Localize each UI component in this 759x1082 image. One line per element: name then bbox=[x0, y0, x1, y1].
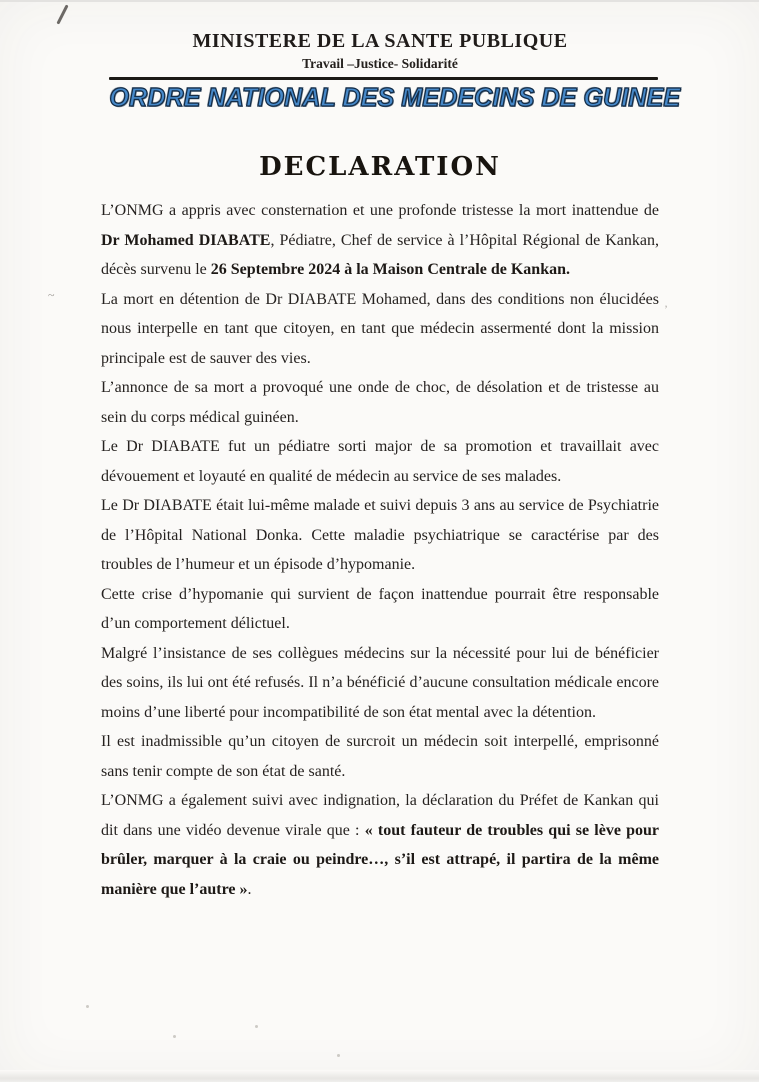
text-segment: Malgré l’insistance de ses collègues médecins sur la nécessité pour lui de bénéficier des soins, ils lui ont été refusés. Il n’a bénéficié d’aucune consultation médicale encore moins d’une liberté pour incompatibilité de son état mental avec la détention. bbox=[101, 644, 659, 721]
paragraph bbox=[101, 491, 659, 580]
text-segment: Il est inadmissible qu’un citoyen de surcroit un médecin soit interpellé, emprisonné sans tenir compte de son état de santé. bbox=[101, 733, 659, 780]
text-segment: Cette crise d’hypomanie qui survient de façon inattendue pourrait être responsable d’un comportement délictuel. bbox=[101, 585, 659, 632]
paragraph bbox=[101, 196, 659, 285]
header-rule bbox=[109, 77, 658, 80]
text-segment: L’ONMG a appris avec consternation et une profonde tristesse la mort inattendue de bbox=[101, 202, 659, 219]
ministry-title: MINISTERE DE LA SANTE PUBLIQUE bbox=[192, 30, 568, 52]
bold-text-segment: « tout fauteur de troubles qui se lève pour brûler, marquer à la craie ou peindre…, s’il est attrapé, il partira de la même manière que l’autre » bbox=[101, 821, 660, 898]
scan-artifact-diagonal-mark bbox=[56, 4, 68, 24]
text-segment: La mort en détention de Dr DIABATE Mohamed, dans des conditions non élucidées nous interpelle en tant que citoyen, en tant que médecin assermenté dont la mission principale est de sauver des vies. bbox=[101, 290, 659, 367]
paragraph bbox=[101, 285, 659, 374]
paragraph bbox=[101, 432, 659, 491]
text-segment: L’annonce de sa mort a provoqué une onde de choc, de désolation et de tristesse au sein du corps médical guinéen. bbox=[101, 379, 659, 426]
document-content bbox=[101, 2, 681, 904]
scan-artifact-dot bbox=[255, 1025, 258, 1028]
text-segment: Le Dr DIABATE fut un pédiatre sorti major de sa promotion et travaillait avec dévouement et loyauté en qualité de médecin au service de ses malades. bbox=[101, 438, 659, 485]
bold-text-segment: Dr Mohamed DIABATE bbox=[101, 231, 271, 249]
paragraph bbox=[101, 727, 659, 786]
bold-text-segment: 26 Septembre 2024 à la Maison Centrale de Kankan. bbox=[210, 261, 570, 278]
scan-artifact-squiggle: ~ bbox=[48, 288, 55, 302]
text-segment: L’ONMG a également suivi avec indignation, la déclaration du Préfet de Kankan qui dit dans une vidéo devenue virale que : bbox=[101, 792, 659, 839]
paragraph bbox=[101, 580, 659, 639]
scan-artifact-dot bbox=[337, 1054, 340, 1057]
paragraph bbox=[101, 639, 659, 728]
paragraph bbox=[101, 373, 659, 432]
text-segment: . bbox=[247, 880, 252, 898]
text-segment: , Pédiatre, Chef de service à l’Hôpital Régional de Kankan, décès survenu le bbox=[101, 231, 660, 278]
document-title: DECLARATION bbox=[259, 152, 501, 182]
scan-artifact-dot bbox=[173, 1035, 176, 1038]
order-banner-title: ORDRE NATIONAL DES MEDECINS DE GUINEE bbox=[109, 82, 681, 112]
document-body bbox=[101, 196, 659, 904]
page-bottom-edge bbox=[0, 1070, 759, 1082]
ministry-motto: Travail –Justice- Solidarité bbox=[302, 56, 458, 71]
scan-artifact-dot bbox=[86, 1005, 89, 1008]
scan-artifact-tick: ’ bbox=[664, 302, 668, 316]
paragraph bbox=[101, 786, 659, 904]
text-segment: Le Dr DIABATE était lui-même malade et suivi depuis 3 ans au service de Psychiatrie de l’Hôpital National Donka. Cette maladie psychiatrique se caractérise par des troubles de l’humeur et un épisode d’hypomanie. bbox=[101, 497, 659, 573]
